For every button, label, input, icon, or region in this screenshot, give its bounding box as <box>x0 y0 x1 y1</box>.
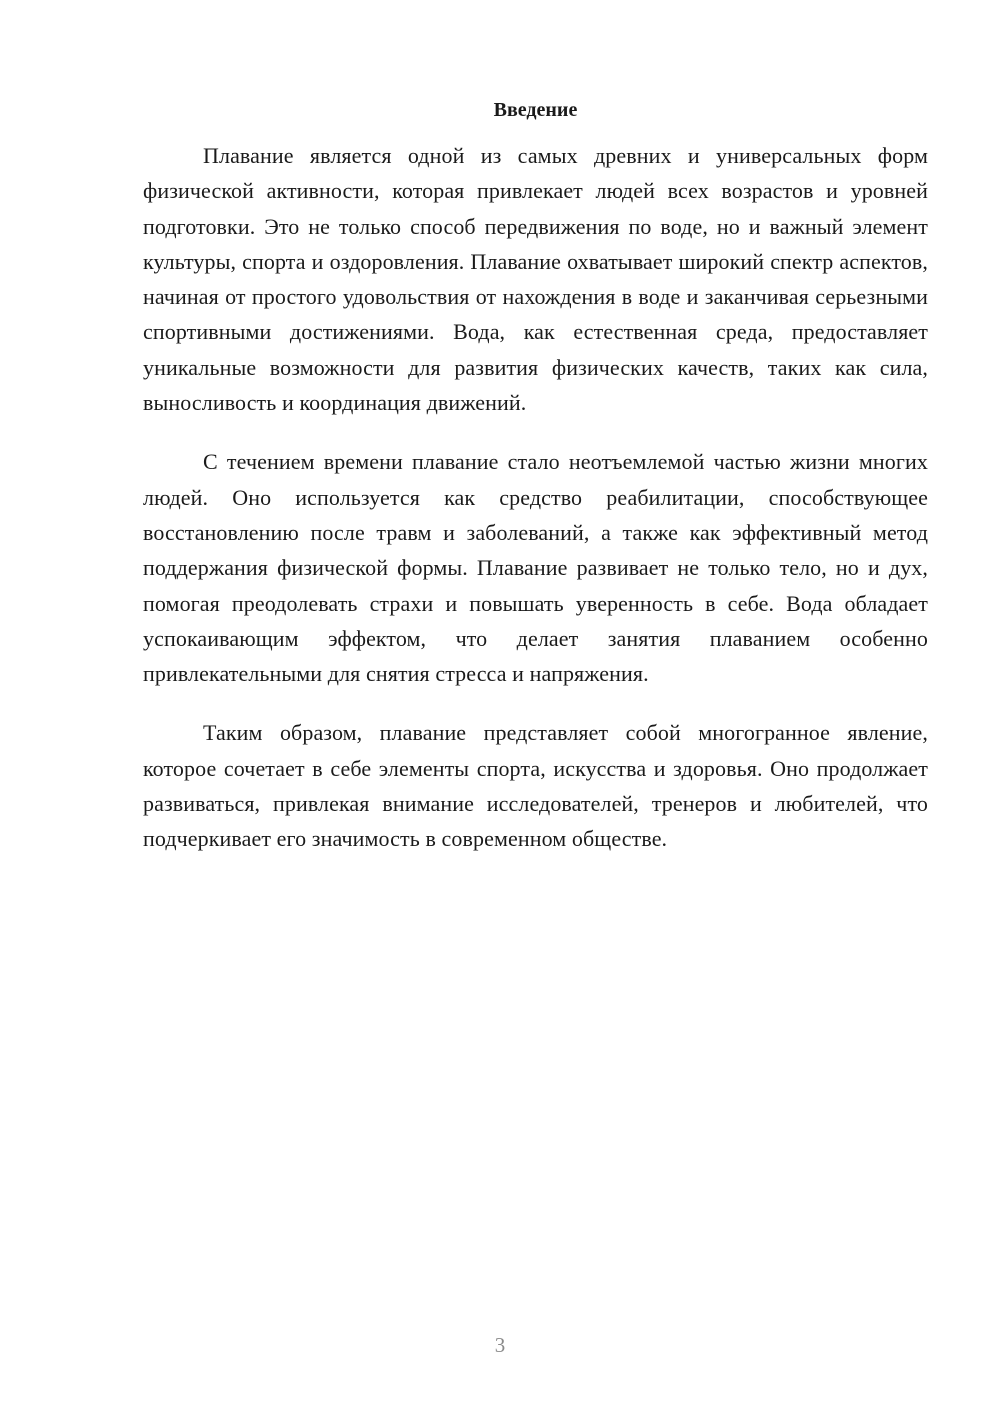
section-heading: Введение <box>493 99 578 121</box>
paragraph-2: С течением времени плавание стало неотъемлемой частью жизни многих людей. Оно используется как средство реабилитации, способствующее восстановлению после травм и заболеваний, а также как эффективный метод поддержания физической формы. Плавание развивает не только тело, но и дух, помогая преодолевать страхи и повышать уверенность в себе. Вода обладает успокаивающим эффектом, что делает занятия плаванием особенно привлекательными для снятия стресса и напряжения. <box>143 449 928 687</box>
paragraph-1: Плавание является одной из самых древних и универсальных форм физической активности, которая привлекает людей всех возрастов и уровней подготовки. Это не только способ передвижения по воде, но и важный элемент культуры, спорта и оздоровления. Плавание охватывает широкий спектр аспектов, начиная от простого удовольствия от нахождения в воде и заканчивая серьезными спортивными достижениями. Вода, как естественная среда, предоставляет уникальные возможности для развития физических качеств, таких как сила, выносливость и координация движений. <box>143 143 928 416</box>
paragraph-3: Таким образом, плавание представляет собой многогранное явление, которое сочетает в себе элементы спорта, искусства и здоровья. Оно продолжает развиваться, привлекая внимание исследователей, тренеров и любителей, что подчеркивает его значимость в современном обществе. <box>143 720 928 852</box>
page-content <box>143 96 928 881</box>
page-number: 3 <box>494 1333 506 1357</box>
